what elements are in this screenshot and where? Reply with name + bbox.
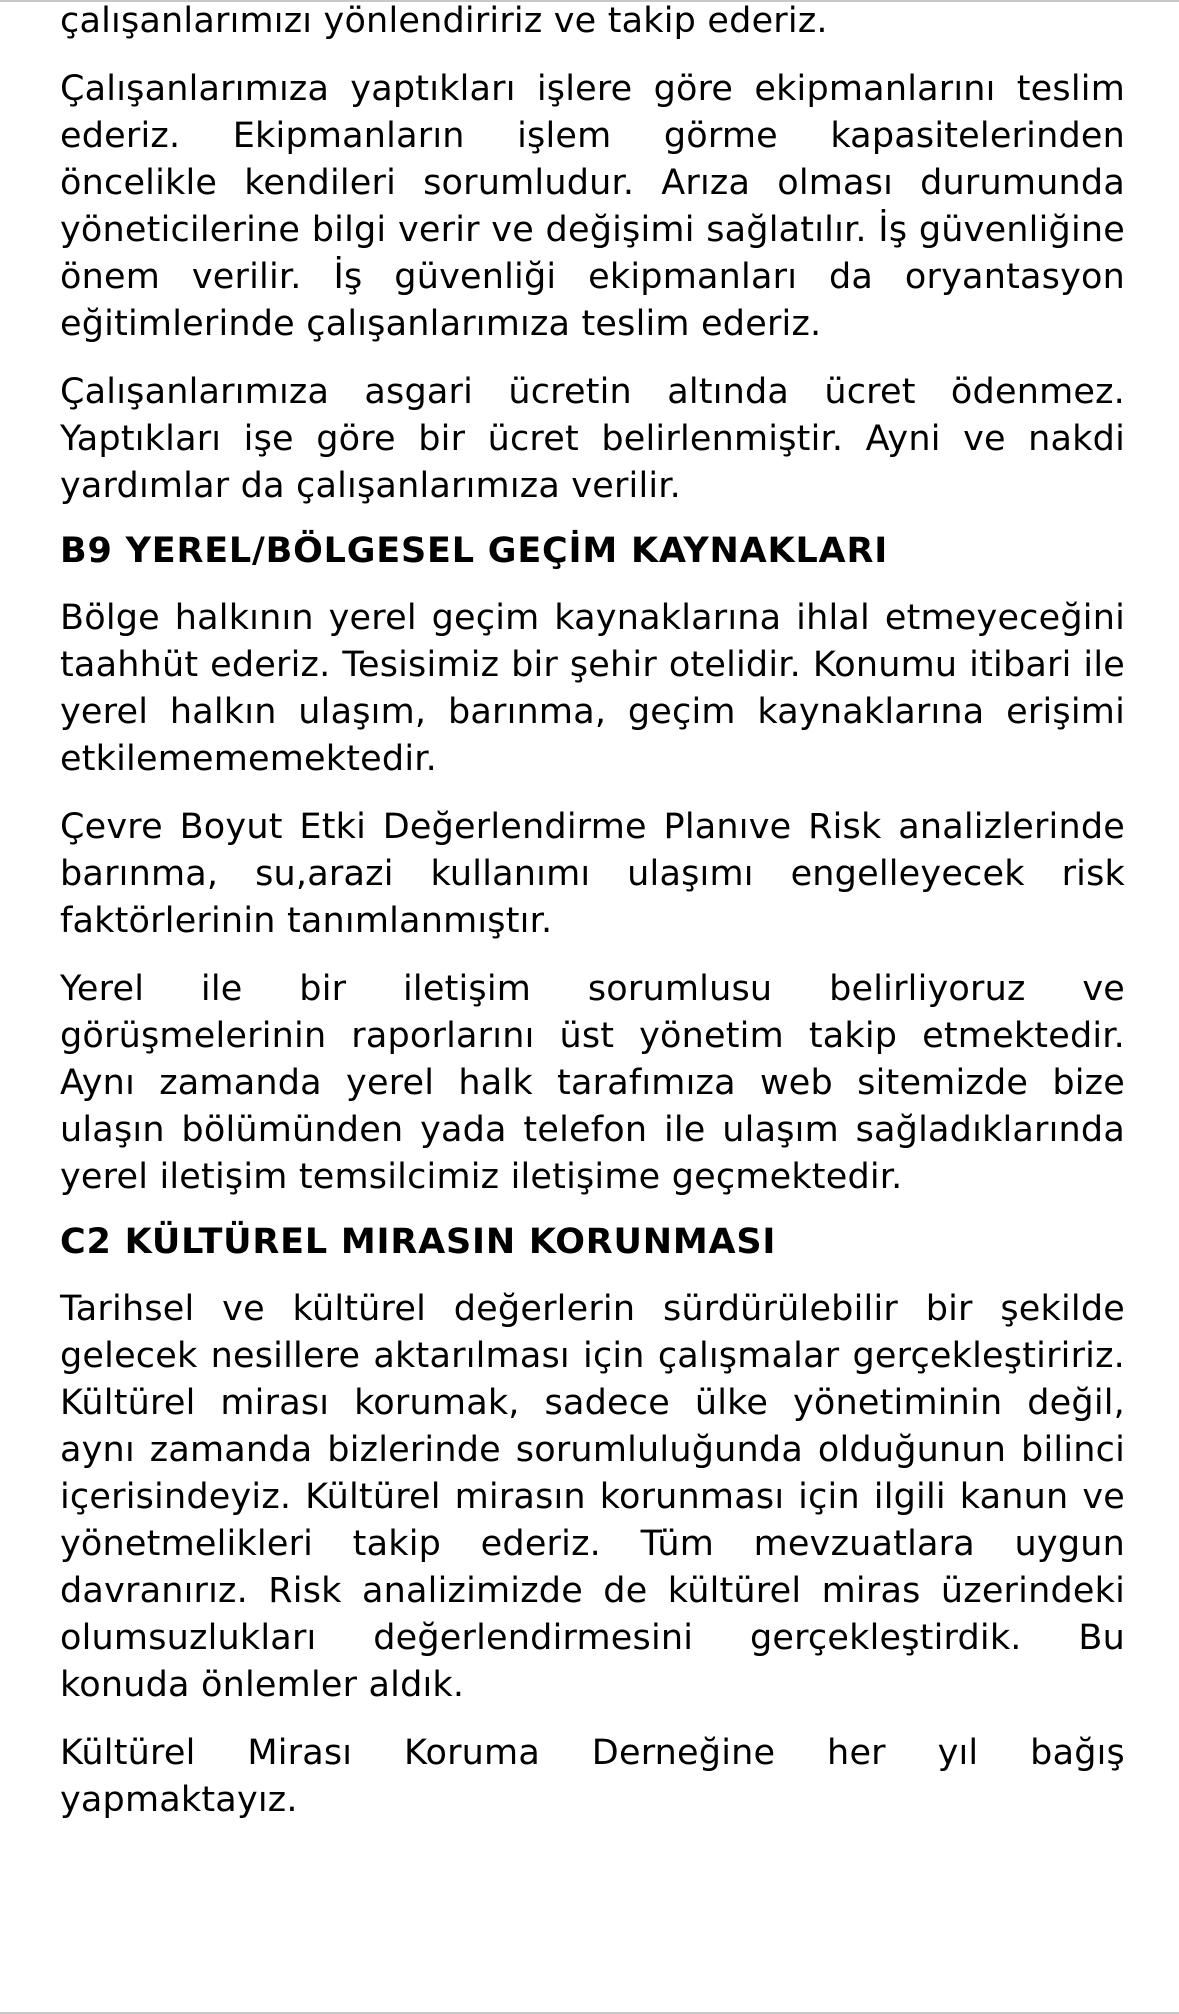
- paragraph-a3: Çalışanlarımıza asgari ücretin altında ücret ödenmez. Yaptıkları işe göre bir ücret belirlenmiştir. Ayni ve nakdi yardımlar da çalışanlarımıza verilir.: [60, 372, 1125, 506]
- paragraph-c2-2: Kültürel Mirası Koruma Derneğine her yıl bağış yapmaktayız.: [60, 1733, 1125, 1820]
- paragraph-a2: Çalışanlarımıza yaptıkları işlere göre ekipmanlarını teslim ederiz. Ekipmanların işlem görme kapasitelerinden öncelikle kendileri sorumludur. Arıza olması durumunda yöneticilerine bilgi verir ve değişimi sağlatılır. İş güvenliğine önem verilir. İş güvenliği ekipmanları da oryantasyon eğitimlerinde çalışanlarımıza teslim ederiz.: [60, 69, 1125, 344]
- paragraph-c2-1: Tarihsel ve kültürel değerlerin sürdürülebilir bir şekilde gelecek nesillere aktarılması için çalışmalar gerçekleştiririz. Kültürel mirası korumak, sadece ülke yönetiminin değil, aynı zamanda bizlerinde sorumluluğunda olduğunun bilinci içerisindeyiz. Kültürel mirasın korunması için ilgili kanun ve yönetmelikleri takip ederiz. Tüm mevzuatlara uygun davranırız. Risk analizimizde de kültürel miras üzerindeki olumsuzlukları değerlendirmesini gerçekleştirdik. Bu konuda önlemler aldık.: [60, 1289, 1125, 1705]
- section-heading-c2: C2 KÜLTÜREL MIRASIN KORUNMASI: [60, 1222, 777, 1262]
- document-page: [60, 0, 1125, 1824]
- paragraph-a1: çalışanlarımızı yönlendiririz ve takip ederiz.: [60, 1, 828, 41]
- section-heading-b9: B9 YEREL/BÖLGESEL GEÇİM KAYNAKLARI: [60, 531, 889, 571]
- paragraph-b9-2: Çevre Boyut Etki Değerlendirme Planıve Risk analizlerinde barınma, su,arazi kullanımı ulaşımı engelleyecek risk faktörlerinin tanımlanmıştır.: [60, 807, 1125, 941]
- paragraph-b9-1: Bölge halkının yerel geçim kaynaklarına ihlal etmeyeceğini taahhüt ederiz. Tesisimiz bir şehir otelidir. Konumu itibari ile yerel halkın ulaşım, barınma, geçim kaynaklarına erişimi etkilemememektedir.: [60, 598, 1125, 779]
- paragraph-b9-3: Yerel ile bir iletişim sorumlusu belirliyoruz ve görüşmelerinin raporlarını üst yönetim takip etmektedir. Aynı zamanda yerel halk tarafımıza web sitemizde bize ulaşın bölümünden yada telefon ile ulaşım sağladıklarında yerel iletişim temsilcimiz iletişime geçmektedir.: [60, 969, 1125, 1197]
